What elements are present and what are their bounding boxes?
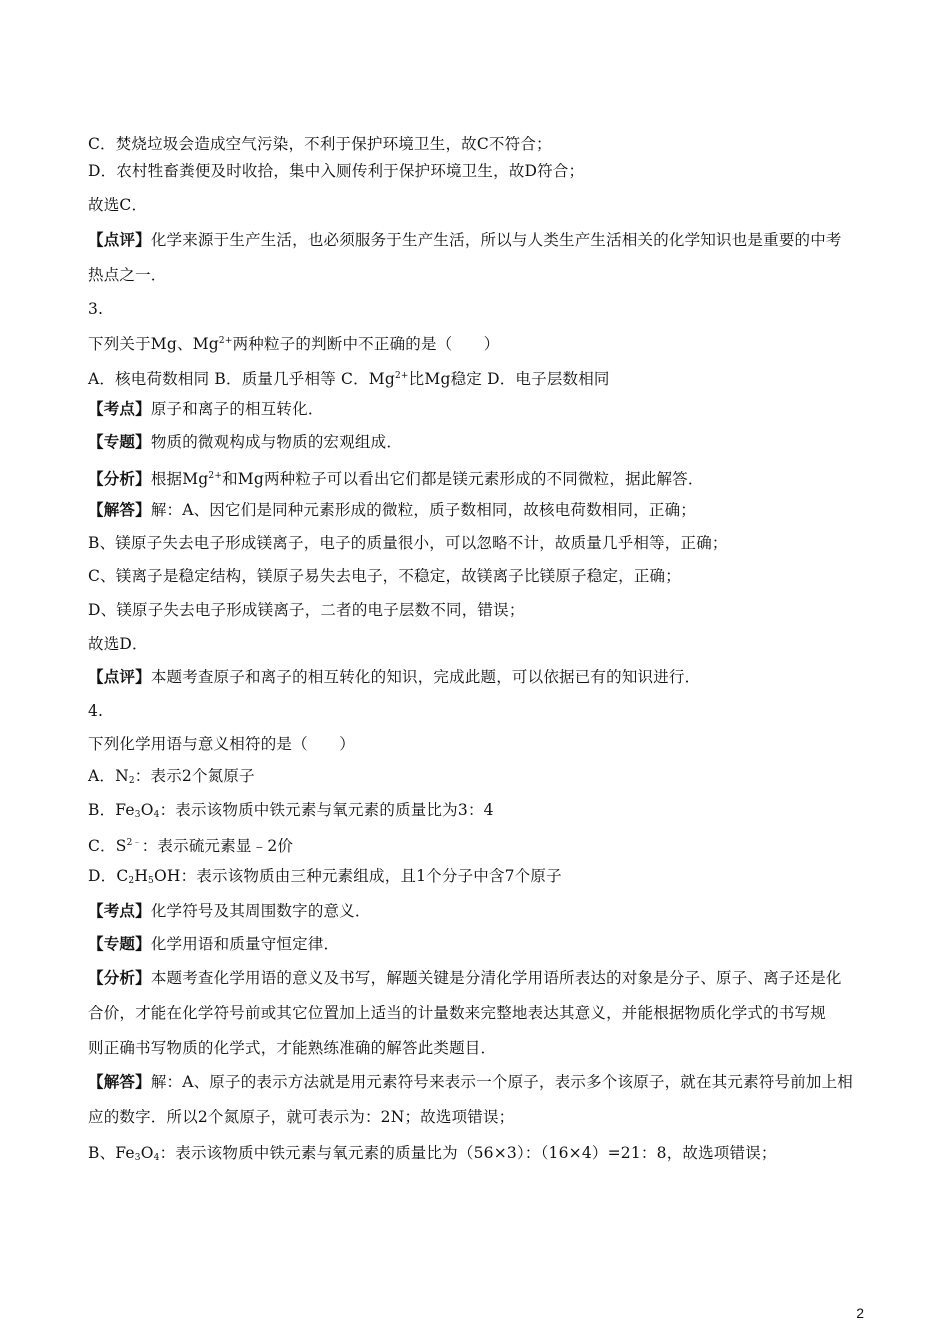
text-line: [88, 1072, 853, 1092]
page-number: 2: [856, 1305, 864, 1321]
section-tag: 【点评】: [88, 667, 151, 686]
line-text: 故选C．: [88, 196, 148, 214]
line-text: 物质的微观构成与物质的宏观组成．: [150, 433, 403, 451]
line-text: 合价，才能在化学符号前或其它位置加上适当的计量数来完整地表达其意义，并能根据物质化学式的书写规: [88, 1004, 826, 1022]
section-tag: 【分析】: [88, 469, 151, 488]
text-line: [88, 800, 494, 825]
line-text: 热点之一．: [88, 266, 167, 284]
line-text: 化学用语和质量守恒定律．: [150, 935, 340, 953]
line-text: 根据$Mg^{2+}$和Mg两种粒子可以看出它们都是镁元素形成的不同微粒，据此解答．: [150, 470, 704, 488]
text-line: [88, 866, 562, 891]
line-text: B、$Fe_3O_4$：表示该物质中铁元素与氧元素的质量比为（56×3）：（16×4）=21：8，故选项错误；: [88, 1144, 777, 1163]
text-line: [88, 600, 525, 620]
line-text: C．焚烧垃圾会造成空气污染，不利于保护环境卫生，故C不符合；: [88, 135, 552, 153]
text-line: [88, 265, 167, 285]
text-line: [88, 161, 584, 181]
section-tag: 【专题】: [88, 934, 151, 953]
text-line: [88, 500, 696, 520]
line-text: D．$C_2H_5OH$：表示该物质由三种元素组成，且1个分子中含7个原子: [88, 867, 562, 886]
line-text: 本题考查化学用语的意义及书写，解题关键是分清化学用语所表达的对象是分子、原子、离子还是化: [150, 969, 842, 987]
text-line: [88, 701, 103, 721]
text-line: [88, 1038, 496, 1058]
section-tag: 【考点】: [88, 901, 151, 920]
line-text: B．$Fe_3O_4$：表示该物质中铁元素与氧元素的质量比为3：4: [88, 801, 494, 820]
text-line: [88, 533, 728, 553]
text-line: [88, 766, 255, 791]
line-text: 故选D．: [88, 635, 148, 653]
section-tag: 【专题】: [88, 432, 151, 451]
text-line: [88, 1143, 777, 1168]
line-text: 化学来源于生产生活，也必须服务于生产生活，所以与人类生产生活相关的化学知识也是重要的中考: [150, 231, 842, 249]
line-text: D、镁原子失去电子形成镁离子，二者的电子层数不同，错误；: [88, 601, 525, 619]
line-text: C．$S^{2﹣}$：表示硫元素显﹣2价: [88, 837, 294, 855]
text-line: [88, 833, 293, 856]
text-line: [88, 366, 610, 389]
line-text: 3.: [88, 300, 104, 318]
line-text: 解：A、原子的表示方法就是用元素符号来表示一个原子，表示多个该原子，就在其元素符号前加上相: [150, 1073, 854, 1091]
line-text: 本题考查原子和离子的相互转化的知识，完成此题，可以依据已有的知识进行．: [150, 668, 701, 686]
line-text: 下列关于Mg、$Mg^{2+}$两种粒子的判断中不正确的是（ ）: [88, 335, 500, 353]
section-tag: 【解答】: [88, 500, 151, 519]
text-line: [88, 399, 324, 419]
line-text: 下列化学用语与意义相符的是（ ）: [88, 735, 355, 753]
text-line: [88, 331, 499, 354]
section-tag: 【分析】: [88, 968, 151, 987]
text-line: [88, 299, 103, 319]
line-text: D．农村牲畜粪便及时收拾，集中入厕传利于保护环境卫生，故D符合；: [88, 162, 585, 180]
line-text: 原子和离子的相互转化．: [150, 400, 324, 418]
text-line: [88, 634, 148, 654]
line-text: C、镁离子是稳定结构，镁原子易失去电子，不稳定，故镁离子比镁原子稳定，正确；: [88, 567, 681, 585]
text-line: [88, 1003, 826, 1023]
text-line: [88, 230, 842, 250]
line-text: 则正确书写物质的化学式，才能熟练准确的解答此类题目．: [88, 1039, 497, 1057]
line-text: 应的数字．所以2个氮原子，就可表示为：2N；故选项错误；: [88, 1108, 515, 1126]
line-text: 4.: [88, 702, 104, 720]
section-tag: 【考点】: [88, 399, 151, 418]
line-text: B、镁原子失去电子形成镁离子，电子的质量很小，可以忽略不计，故质量几乎相等，正确；: [88, 534, 728, 552]
text-line: [88, 734, 355, 754]
text-line: [88, 195, 147, 215]
line-text: 解：A、因它们是同种元素形成的微粒，质子数相同，故核电荷数相同，正确；: [150, 501, 697, 519]
line-text: 化学符号及其周围数字的意义．: [150, 902, 371, 920]
text-line: [88, 934, 339, 954]
section-tag: 【解答】: [88, 1072, 151, 1091]
line-text: A．$N_2$：表示2个氮原子: [88, 767, 255, 786]
line-text: A．核电荷数相同 B．质量几乎相等 C．$Mg^{2+}$比Mg稳定 D．电子层数相同: [88, 370, 610, 388]
section-tag: 【点评】: [88, 230, 151, 249]
text-line: [88, 968, 842, 988]
text-line: [88, 901, 371, 921]
text-line: [88, 667, 700, 687]
text-line: [88, 1107, 514, 1127]
text-line: [88, 566, 681, 586]
text-line: [88, 134, 552, 154]
text-line: [88, 432, 402, 452]
text-line: [88, 466, 704, 489]
